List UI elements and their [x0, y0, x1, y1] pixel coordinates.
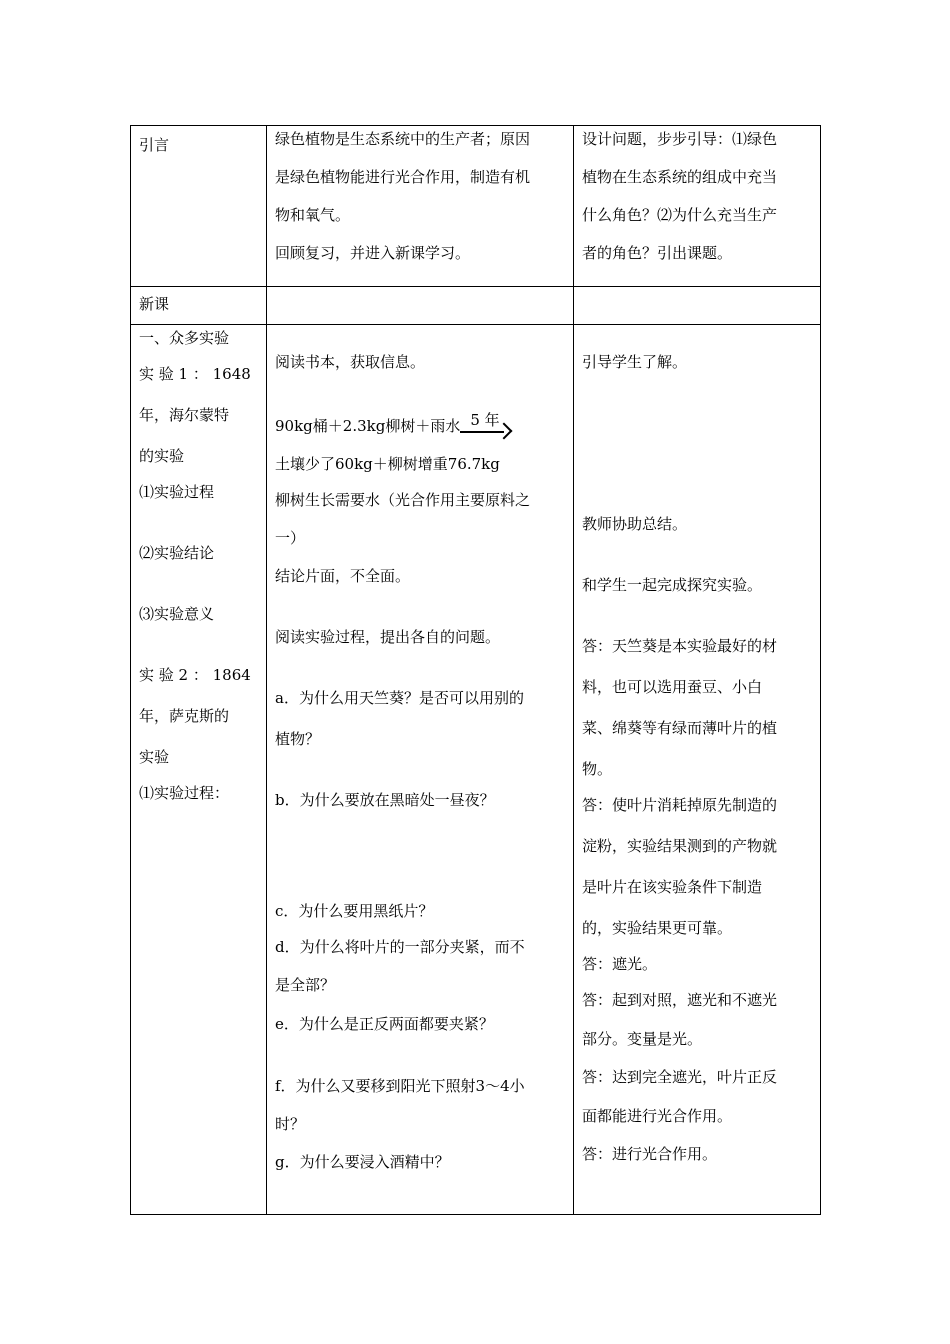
intro-student-line: 回顾复习，并进入新课学习。	[275, 244, 471, 262]
intro-student-line: 物和氧气。	[275, 206, 351, 224]
answer-d: 答：起到对照，遮光和不遮光	[582, 991, 778, 1009]
stage-line: ⑴实验过程：	[139, 784, 230, 802]
reaction-arrow	[460, 411, 512, 439]
student-line: 一）	[275, 529, 306, 547]
intro-stage-cell	[131, 126, 267, 287]
answer-b: 的，实验结果更可靠。	[582, 919, 733, 937]
stage-line: ⑵实验结论	[139, 544, 215, 562]
stage-line: 年，海尔蒙特	[139, 406, 230, 424]
experiments-student-cell	[267, 325, 574, 1215]
answer-e: 答：达到完全遮光，叶片正反	[582, 1068, 778, 1086]
stage-line: 实验	[139, 748, 170, 766]
student-line: 柳树生长需要水（光合作用主要原料之	[275, 491, 531, 509]
question-f: 时？	[275, 1115, 306, 1133]
answer-b: 淀粉，实验结果测到的产物就	[582, 837, 778, 855]
intro-stage-label: 引言	[139, 136, 170, 154]
stage-line: 实 验 2 ： 1864	[139, 666, 251, 684]
stage-line: 实 验 1 ： 1648	[139, 365, 251, 383]
stage-line: ⑶实验意义	[139, 605, 215, 623]
experiments-teacher-cell	[574, 325, 821, 1215]
intro-student-cell	[267, 126, 574, 287]
question-f: f．为什么又要移到阳光下照射3～4小	[275, 1077, 525, 1095]
table-row-intro	[131, 126, 821, 287]
new-lesson-cell	[131, 287, 267, 325]
equation-line	[275, 413, 512, 439]
answer-a: 料，也可以选用蚕豆、小白	[582, 678, 763, 696]
stage-line: 一、众多实验	[139, 329, 230, 347]
answer-a: 物。	[582, 760, 613, 778]
intro-teacher-line: 设计问题，步步引导：⑴绿色	[582, 130, 778, 148]
answer-c: 答：遮光。	[582, 955, 658, 973]
stage-line: 的实验	[139, 447, 185, 465]
question-a: a．为什么用天竺葵？是否可以用别的	[275, 689, 524, 707]
empty-cell	[267, 287, 574, 325]
teacher-line: 和学生一起完成探究实验。	[582, 576, 763, 594]
table-row-experiments	[131, 325, 821, 1215]
answer-f: 答：进行光合作用。	[582, 1145, 718, 1163]
intro-teacher-line: 什么角色？⑵为什么充当生产	[582, 206, 778, 224]
student-line: 结论片面，不全面。	[275, 567, 411, 585]
teacher-line: 教师协助总结。	[582, 515, 688, 533]
question-b: b．为什么要放在黑暗处一昼夜？	[275, 791, 495, 809]
student-line: 阅读书本，获取信息。	[275, 353, 426, 371]
student-line: 土壤少了60kg＋柳树增重76.7kg	[275, 455, 500, 473]
answer-a: 菜、绵葵等有绿而薄叶片的植	[582, 719, 778, 737]
stage-line: ⑴实验过程	[139, 483, 215, 501]
intro-teacher-line: 者的角色？引出课题。	[582, 244, 733, 262]
student-line: 阅读实验过程，提出各自的问题。	[275, 628, 501, 646]
intro-teacher-cell	[574, 126, 821, 287]
answer-b: 答：使叶片消耗掉原先制造的	[582, 796, 778, 814]
empty-cell	[574, 287, 821, 325]
stage-line: 年，萨克斯的	[139, 707, 230, 725]
experiments-stage-cell	[131, 325, 267, 1215]
question-d: d．为什么将叶片的一部分夹紧，而不	[275, 938, 525, 956]
intro-teacher-line: 植物在生态系统的组成中充当	[582, 168, 778, 186]
answer-b: 是叶片在该实验条件下制造	[582, 878, 763, 896]
question-c: c．为什么要用黑纸片？	[275, 902, 434, 920]
question-d: 是全部？	[275, 976, 336, 994]
teacher-line: 引导学生了解。	[582, 353, 688, 371]
question-e: e．为什么是正反两面都要夹紧？	[275, 1015, 494, 1033]
lesson-plan-table	[130, 125, 821, 1215]
answer-a: 答：天竺葵是本实验最好的材	[582, 637, 778, 655]
intro-student-line: 绿色植物是生态系统中的生产者；原因	[275, 130, 531, 148]
equation-left: 90kg桶＋2.3kg柳树＋雨水	[275, 417, 461, 435]
intro-student-line: 是绿色植物能进行光合作用，制造有机	[275, 168, 531, 186]
table-row-new-lesson	[131, 287, 821, 325]
arrow-label: 5 年	[470, 411, 500, 429]
question-g: g．为什么要浸入酒精中？	[275, 1153, 450, 1171]
question-a: 植物？	[275, 730, 321, 748]
new-lesson-label: 新课	[139, 295, 170, 313]
answer-e: 面都能进行光合作用。	[582, 1107, 733, 1125]
answer-d: 部分。变量是光。	[582, 1030, 703, 1048]
